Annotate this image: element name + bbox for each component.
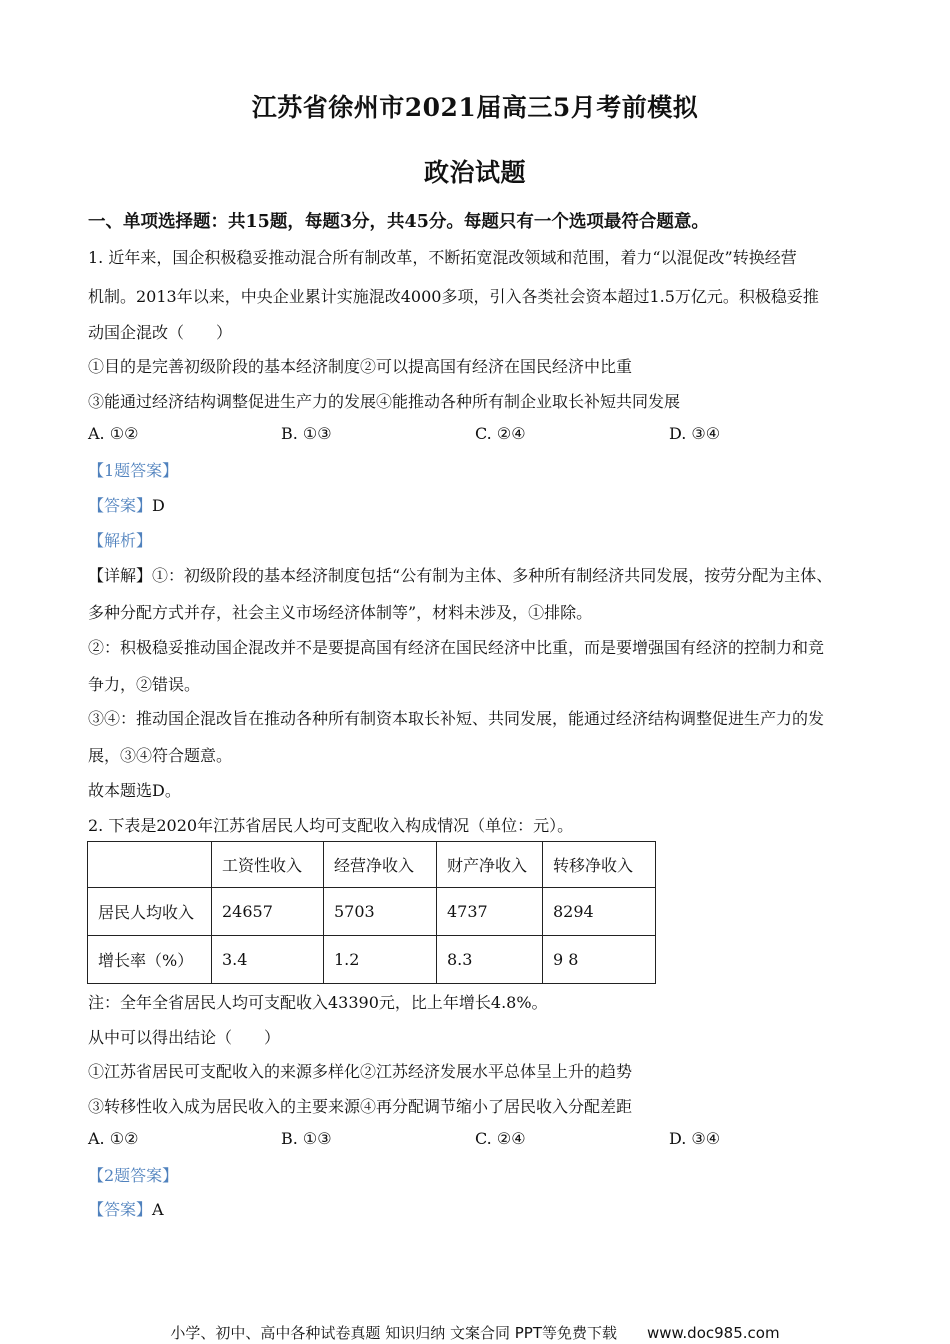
q2-prompt: 从中可以得出结论（ ） — [88, 1028, 281, 1047]
q1-option-a: A. ①② — [88, 424, 139, 443]
q1-detail-line: 多种分配方式并存，社会主义市场经济体制等”，材料未涉及，①排除。 — [88, 603, 593, 622]
q1-analysis-label: 【解析】 — [88, 531, 153, 550]
q2-answer — [88, 1197, 164, 1220]
q1-answer — [88, 493, 165, 516]
q2-option-a: A. ①② — [88, 1129, 139, 1148]
q1-answer-header: 【1题答案】 — [88, 461, 179, 480]
q2-item-line: ③转移性收入成为居民收入的主要来源④再分配调节缩小了居民收入分配差距 — [88, 1097, 633, 1116]
q1-detail-line — [88, 563, 832, 586]
table-header-cell: 财产净收入 — [437, 842, 543, 888]
q1-detail-line: ②：积极稳妥推动国企混改并不是要提高国有经济在国民经济中比重，而是要增强国有经济的控制力和竞 — [88, 638, 825, 657]
table-header-cell: 工资性收入 — [212, 842, 324, 888]
table-cell: 4737 — [437, 888, 543, 936]
answer-value: D — [152, 496, 165, 515]
q2-item-line: ①江苏省居民可支配收入的来源多样化②江苏经济发展水平总体呈上升的趋势 — [88, 1062, 633, 1081]
table-cell: 居民人均收入 — [88, 888, 212, 936]
q1-option-c: C. ②④ — [475, 424, 526, 443]
document-subtitle: 政治试题 — [423, 158, 526, 187]
table-cell: 5703 — [324, 888, 437, 936]
detail-text: ①：初级阶段的基本经济制度包括“公有制为主体、多种所有制经济共同发展，按劳分配为主体、 — [152, 566, 833, 585]
page-footer: 小学、初中、高中各种试卷真题 知识归纳 文案合同 PPT等免费下载 www.doc985.com — [170, 1324, 780, 1342]
table-row — [88, 888, 656, 936]
q2-note: 注：全年全省居民人均可支配收入43390元，比上年增长4.8%。 — [88, 993, 548, 1012]
table-header-cell: 经营净收入 — [324, 842, 437, 888]
q2-option-d: D. ③④ — [669, 1129, 721, 1148]
q2-options — [88, 1129, 788, 1153]
answer-label: 【答案】 — [88, 496, 153, 515]
q1-options — [88, 424, 788, 448]
q1-item-line: ①目的是完善初级阶段的基本经济制度②可以提高国有经济在国民经济中比重 — [88, 357, 633, 376]
income-table — [87, 841, 656, 984]
q2-option-c: C. ②④ — [475, 1129, 526, 1148]
q1-detail-line: 展，③④符合题意。 — [88, 746, 233, 765]
table-header-row — [88, 842, 656, 888]
detail-label: 【详解】 — [88, 566, 153, 585]
q1-item-line: ③能通过经济结构调整促进生产力的发展④能推动各种所有制企业取长补短共同发展 — [88, 392, 681, 411]
q2-option-b: B. ①③ — [281, 1129, 332, 1148]
q1-option-d: D. ③④ — [669, 424, 721, 443]
q1-detail-line: 争力，②错误。 — [88, 675, 201, 694]
q1-conclusion: 故本题选D。 — [88, 781, 181, 800]
table-cell: 1.2 — [324, 936, 437, 984]
q1-stem-line: 动国企混改（ ） — [88, 323, 233, 342]
table-row — [88, 936, 656, 984]
section-heading: 一、单项选择题：共15题，每题3分，共45分。每题只有一个选项最符合题意。 — [88, 212, 709, 232]
q1-stem-line: 机制。2013年以来，中央企业累计实施混改4000多项，引入各类社会资本超过1.5万亿元。积极稳妥推 — [88, 287, 819, 306]
q2-answer-header: 【2题答案】 — [88, 1166, 179, 1185]
q1-stem-line: 1. 近年来，国企积极稳妥推动混合所有制改革，不断拓宽混改领域和范围，着力“以混促改”转换经营 — [88, 248, 797, 267]
table-cell: 9 8 — [543, 936, 656, 984]
table-header-cell: 转移净收入 — [543, 842, 656, 888]
q2-stem: 2. 下表是2020年江苏省居民人均可支配收入构成情况（单位：元）。 — [88, 816, 574, 835]
table-cell: 8294 — [543, 888, 656, 936]
q1-detail-line: ③④：推动国企混改旨在推动各种所有制资本取长补短、共同发展，能通过经济结构调整促进生产力的发 — [88, 709, 825, 728]
document-title: 江苏省徐州市2021届高三5月考前模拟 — [251, 93, 699, 122]
q1-option-b: B. ①③ — [281, 424, 332, 443]
answer-value: A — [152, 1200, 164, 1219]
table-cell: 24657 — [212, 888, 324, 936]
table-cell: 3.4 — [212, 936, 324, 984]
table-cell: 增长率（%） — [88, 936, 212, 984]
table-cell: 8.3 — [437, 936, 543, 984]
table-header-cell — [88, 842, 212, 888]
answer-label: 【答案】 — [88, 1200, 153, 1219]
